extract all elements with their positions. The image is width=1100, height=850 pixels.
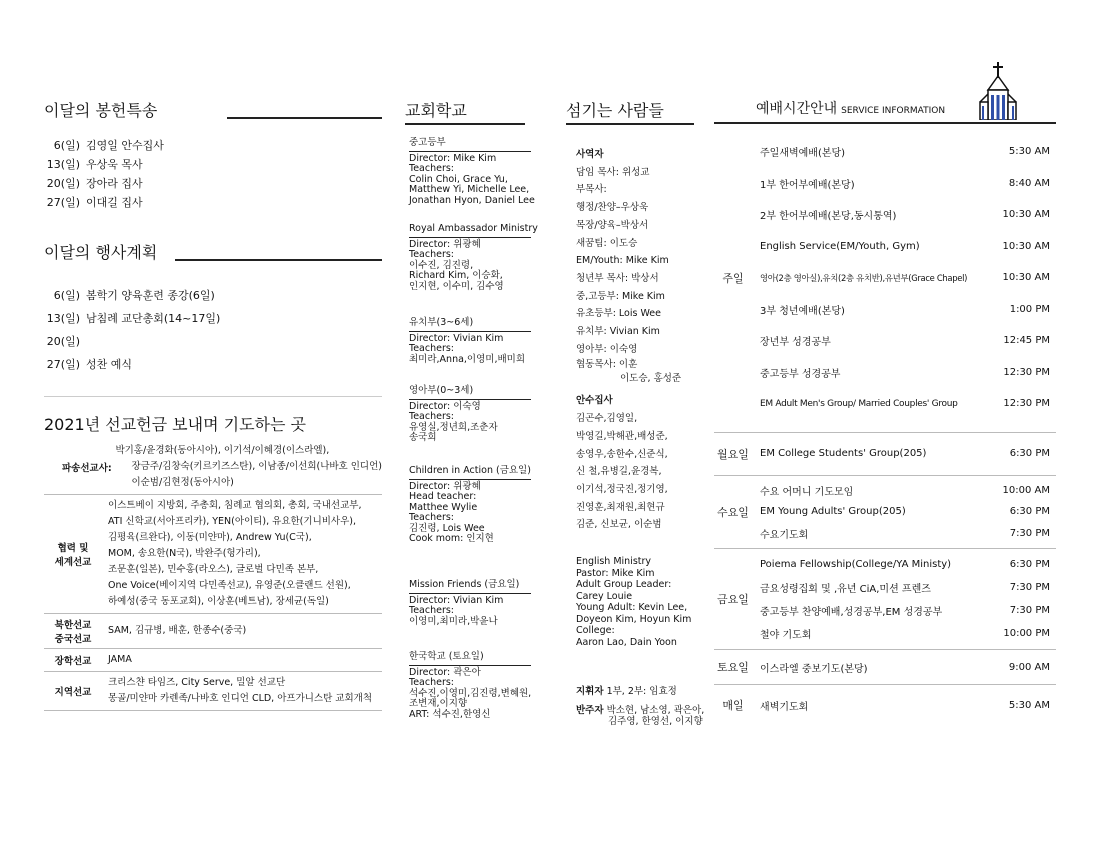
servers-list [576, 146, 700, 534]
dept-block: 영아부(0~3세) Director: 이숙영 Teachers: 유영실,정년희,조춘자 송국희 [409, 386, 531, 444]
list-item: 송영우,송한수,신준식, [576, 448, 668, 460]
offering-list [40, 136, 380, 212]
church-icon [976, 62, 1020, 120]
list-item: 담임 목사: 위성교 [576, 166, 650, 178]
list-item: 6(일) 봄학기 양육훈련 종강(6일) [53, 289, 215, 302]
service-group-monday [714, 432, 1056, 475]
table-row: 1부 한어부예배(본당) 8:40 AM [760, 177, 1050, 191]
offering-title-rule [227, 117, 382, 119]
service-title-rule [714, 122, 1056, 124]
list-item: 부목사: [576, 184, 607, 196]
missions-row-values: JAMA [108, 654, 132, 665]
missions-row-label: 북한선교 중국선교 [54, 620, 92, 645]
list-item: 이기석,정국진,정기영, [576, 483, 668, 495]
day-label: 금요일 [717, 593, 749, 606]
table-row: EM College Students' Group(205) 6:30 PM [760, 448, 1050, 459]
music-leaders: 지휘자 1부, 2부: 임효정 반주자 박소현, 남소영, 곽은아, 김주영, 한영선, 이지향 [576, 686, 705, 727]
list-item: 사역자 [576, 149, 604, 160]
events-title: 이달의 행사계획 [44, 243, 158, 262]
table-row [44, 494, 382, 613]
dept-block: 유치부(3~6세) Director: Vivian Kim Teachers: 최미라,Anna,이영미,배미희 [409, 318, 531, 365]
service-group-wednesday [714, 475, 1056, 549]
table-row: 수요기도회 7:30 PM [760, 527, 1050, 541]
service-group-saturday [714, 649, 1056, 684]
list-item: 중,고등부: Mike Kim [576, 290, 665, 302]
list-item: 신 철,유병길,윤경복, [576, 466, 662, 478]
list-item: 13(일) 남침례 교단총회(14~17일) [46, 312, 221, 325]
events-section-title [44, 240, 382, 263]
offering-section-title [44, 98, 382, 121]
table-row: 이스라엘 중보기도(본당) 9:00 AM [760, 661, 1050, 675]
list-item: 27(일) 성찬 예식 [46, 358, 133, 371]
missions-row-values: 이스트베이 지방회, 주총회, 침례교 협의회, 총회, 국내선교부, ATI 신학교(서아프리카), YEN(아이티), 유요한(기니비사우), 김평육(르완다), 이동(미얀마), Andrew Yu(C국), MOM, 송요한(N국), 박완주(헝가리), 조문훈(일본), 민수홍(라오스), 글로벌 다민족 본부, One Voice(베이지역 다민족선교), 유영준(오클랜드 선원), 하예성(중국 동포교회), 이상훈(베트남), 장세균(독일) [108, 500, 362, 607]
dept-name: Mission Friends (금요일) [409, 580, 531, 594]
list-item: 6(일) 김영일 안수집사 [53, 139, 164, 152]
list-item: 20(일) 장아라 집사 [46, 177, 143, 190]
list-item: 김곤수,김영일, [576, 413, 638, 425]
table-row: 새벽기도회 5:30 AM [760, 699, 1050, 713]
table-row: 중고등부 찬양예배,성경공부,EM 성경공부 7:30 PM [760, 605, 1050, 618]
list-item: 청년부 목사: 박상서 [576, 272, 659, 284]
service-table [714, 136, 1056, 725]
dept-name: 한국학교 (토요일) [409, 652, 531, 666]
list-item: 진영훈,최재원,최현규 [576, 501, 665, 513]
table-row [44, 648, 382, 671]
missions-table [44, 440, 382, 711]
missions-row-label: 협력 및 세계선교 [54, 543, 92, 568]
table-row: 금요성령집회 및 ,유년 CiA,미션 프렌즈 7:30 PM [760, 582, 1050, 595]
list-item: 안수집사 [576, 395, 613, 407]
list-item: 행정/찬양–우상욱 [576, 202, 649, 214]
service-group-sunday [714, 136, 1056, 420]
table-row: Poiema Fellowship(College/YA Ministy) 6:30 PM [760, 559, 1050, 570]
service-group-friday [714, 548, 1056, 649]
table-row: 2부 한어부예배(본당,동시통역) 10:30 AM [760, 209, 1050, 223]
list-item: 유치부: Vivian Kim [576, 326, 660, 338]
day-label: 토요일 [717, 661, 749, 674]
dept-name: 영아부(0~3세) [409, 386, 531, 400]
table-row: 영아(2층 영아실),유치(2층 유치반),유년부(Grace Chapel) 10:30 AM [760, 272, 1050, 284]
dept-block: Children in Action (금요일) Director: 위광혜 Head teacher: Matthee Wylie Teachers: 김진령, Lois Wee Cook mom: 인지현 [409, 465, 531, 544]
list-item: 목장/양육–박상서 [576, 219, 649, 231]
day-label: 수요일 [717, 505, 749, 519]
table-row: 수요 어머니 기도모임 10:00 AM [760, 484, 1050, 498]
table-row [44, 440, 382, 494]
table-row: English Service(EM/Youth, Gym) 10:30 AM [760, 240, 1050, 252]
dept-name: Royal Ambassador Ministry [409, 224, 531, 238]
table-row: EM Adult Men's Group/ Married Couples' Group 12:30 PM [760, 398, 1050, 410]
list-item: 13(일) 우상욱 목사 [46, 158, 143, 171]
missions-row-label: 지역선교 [54, 687, 92, 698]
school-title: 교회학교 [405, 98, 525, 125]
list-item: 영아부: 이숙영 [576, 343, 638, 355]
divider [44, 396, 382, 397]
table-row [44, 671, 382, 711]
service-group-daily [714, 684, 1056, 725]
servers-title: 섬기는 사람들 [566, 98, 694, 125]
list-item: 협동목사: 이훈 [576, 359, 638, 371]
dept-block: 한국학교 (토요일) Director: 곽은아 Teachers: 석수진,이영미,김진령,변혜원, 조변재,이지향 ART: 석수진,한영신 [409, 651, 532, 720]
day-label: 주일 [722, 271, 744, 285]
dept-name: Children in Action (금요일) [409, 466, 531, 480]
missions-row-values: SAM, 김규병, 배훈, 한종수(중국) [108, 625, 247, 636]
day-label: 월요일 [717, 447, 749, 461]
table-row: 장년부 성경공부 12:45 PM [760, 335, 1050, 349]
dept-block: Royal Ambassador Ministry Director: 위광혜 Teachers: 이수진, 김진령, Richard Kim, 이승화, 인지현, 이수미, 김수영 [409, 223, 538, 292]
table-row: 철야 기도회 10:00 PM [760, 628, 1050, 641]
dept-name: 유치부(3~6세) [409, 318, 531, 332]
list-item: 새꿈팀: 이도승 [576, 237, 638, 249]
service-title: 예배시간안내 SERVICE INFORMATION [756, 101, 946, 117]
dept-block: 중고등부 Director: Mike Kim Teachers: Colin Choi, Grace Yu, Matthew Yi, Michelle Lee, Jonathan Hyon, Daniel Lee [409, 137, 535, 206]
list-item: 20(일) [46, 335, 80, 348]
service-header [714, 62, 1056, 124]
offering-title: 이달의 봉헌특송 [44, 101, 158, 120]
events-list [40, 284, 380, 376]
english-ministry: English Ministry Pastor: Mike Kim Adult Group Leader: Carey Louie Young Adult: Kevin Lee, Doyeon Kim, Hoyun Kim College: Aaron Lao, Dain Yoon [576, 556, 692, 648]
table-row: 중고등부 성경공부 12:30 PM [760, 366, 1050, 380]
table-row [44, 613, 382, 648]
dept-name: 중고등부 [409, 138, 531, 152]
missions-row-values: 크리스챤 타임즈, City Serve, 밀알 선교단 몽골/미얀마 카렌족/나바호 인디언 CLD, 아프가니스탄 교회개척 [108, 677, 373, 704]
missions-title: 2021년 선교헌금 보내며 기도하는 곳 [44, 415, 306, 434]
table-row: EM Young Adults' Group(205) 6:30 PM [760, 506, 1050, 518]
list-item: 김준, 신보균, 이순범 [576, 519, 662, 531]
day-label: 매일 [722, 699, 744, 712]
list-item: 이도승, 홍성준 [620, 373, 682, 385]
missions-row-label: 장학선교 [54, 656, 92, 667]
table-row: 주일새벽예배(본당) 5:30 AM [760, 146, 1050, 160]
list-item: EM/Youth: Mike Kim [576, 255, 669, 267]
list-item: 27(일) 이대길 집사 [46, 196, 143, 209]
table-row: 3부 청년예배(본당) 1:00 PM [760, 303, 1050, 317]
missions-row-label: 파송선교사: [62, 463, 112, 474]
list-item: 박영길,박해관,배성준, [576, 430, 668, 442]
missions-row-values: 박기홍/윤경화(동아시아), 이기석/이혜경(이스라엘), 장금주/김창숙(키르키즈스탄), 이남종/이선희(나바호 인디언) 이순범/김현정(동아시아) [115, 445, 382, 488]
list-item: 유초등부: Lois Wee [576, 308, 662, 320]
events-title-rule [175, 259, 382, 261]
dept-block: Mission Friends (금요일) Director: Vivian Kim Teachers: 이영미,최미라,박윤나 [409, 580, 531, 627]
